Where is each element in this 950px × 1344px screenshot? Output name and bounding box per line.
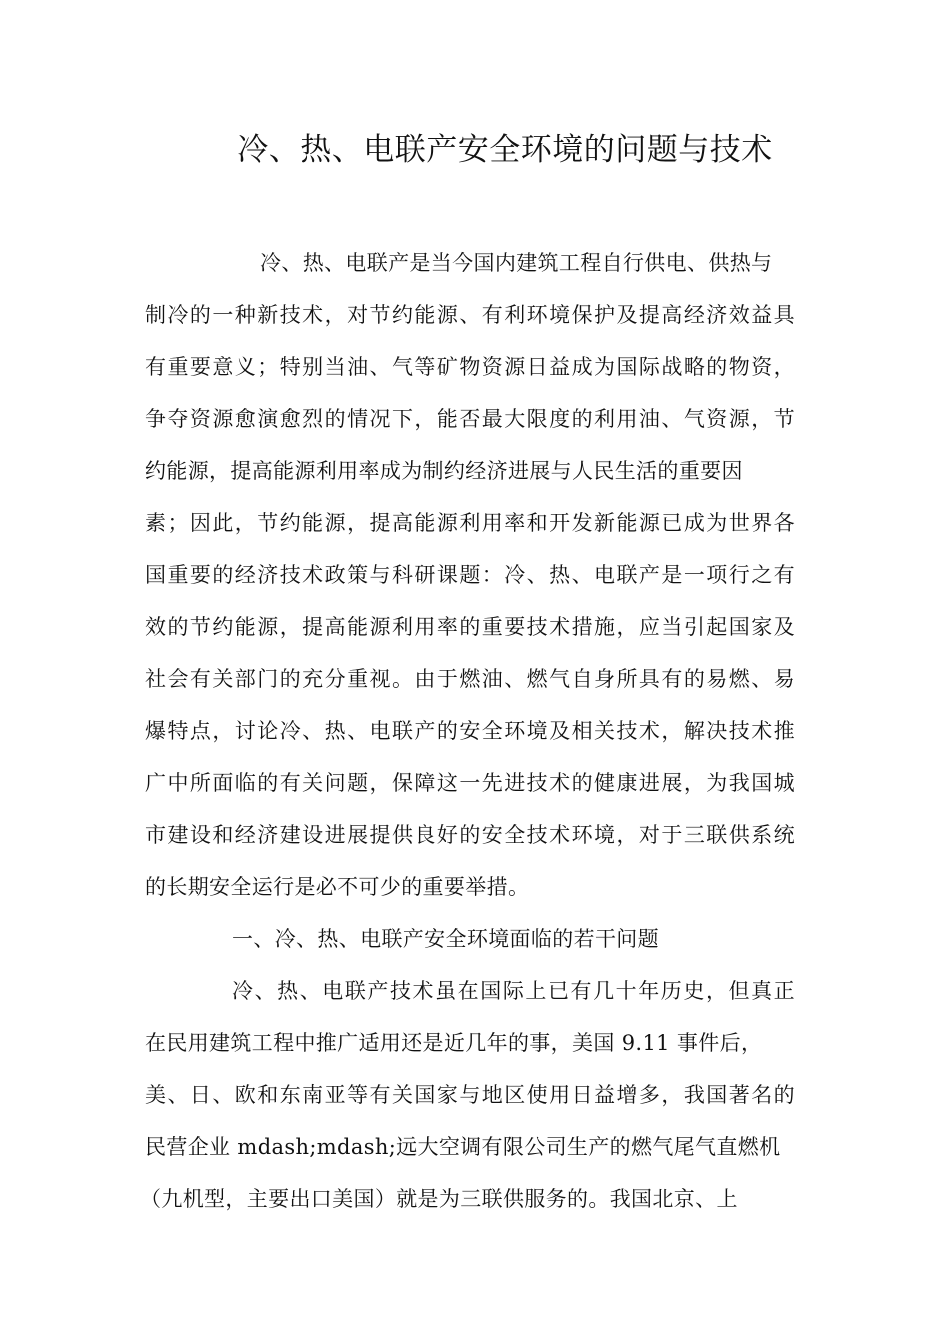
text-line-18: 民营企业 mdash;mdash;远大空调有限公司生产的燃气尾气直燃机 bbox=[145, 1135, 781, 1159]
text-line-9: 社会有关部门的充分重视。由于燃油、燃气自身所具有的易燃、易 bbox=[145, 667, 795, 691]
text-line-4: 争夺资源愈演愈烈的情况下，能否最大限度的利用油、气资源，节 bbox=[145, 407, 795, 431]
text-line-1: 冷、热、电联产是当今国内建筑工程自行供电、供热与 bbox=[260, 251, 773, 275]
document-title: 冷、热、电联产安全环境的问题与技术 bbox=[237, 132, 773, 168]
text-line-12: 市建设和经济建设进展提供良好的安全技术环境，对于三联供系统 bbox=[145, 823, 795, 847]
text-line-19: （九机型，主要出口美国）就是为三联供服务的。我国北京、上 bbox=[140, 1187, 738, 1211]
text-line-6: 素；因此，节约能源，提高能源利用率和开发新能源已成为世界各 bbox=[145, 511, 795, 535]
text-line-11: 广中所面临的有关问题，保障这一先进技术的健康进展，为我国城 bbox=[145, 771, 795, 795]
text-line-8: 效的节约能源，提高能源利用率的重要技术措施，应当引起国家及 bbox=[145, 615, 795, 639]
text-line-16: 在民用建筑工程中推广适用还是近几年的事，美国 9.11 事件后， bbox=[145, 1031, 763, 1055]
text-line-5: 约能源，提高能源利用率成为制约经济进展与人民生活的重要因 bbox=[145, 459, 743, 483]
text-line-15: 冷、热、电联产技术虽在国际上已有几十年历史，但真正 bbox=[232, 979, 795, 1003]
text-line-3: 有重要意义；特别当油、气等矿物资源日益成为国际战略的物资， bbox=[145, 355, 795, 379]
text-line-7: 国重要的经济技术政策与科研课题：冷、热、电联产是一项行之有 bbox=[145, 563, 795, 587]
text-line-2: 制冷的一种新技术，对节约能源、有利环境保护及提高经济效益具 bbox=[145, 303, 795, 327]
section-heading: 一、冷、热、电联产安全环境面临的若干问题 bbox=[232, 927, 659, 951]
text-line-10: 爆特点，讨论冷、热、电联产的安全环境及相关技术，解决技术推 bbox=[145, 719, 795, 743]
text-line-17: 美、日、欧和东南亚等有关国家与地区使用日益增多，我国著名的 bbox=[145, 1083, 795, 1107]
text-line-13: 的长期安全运行是必不可少的重要举措。 bbox=[145, 875, 530, 899]
